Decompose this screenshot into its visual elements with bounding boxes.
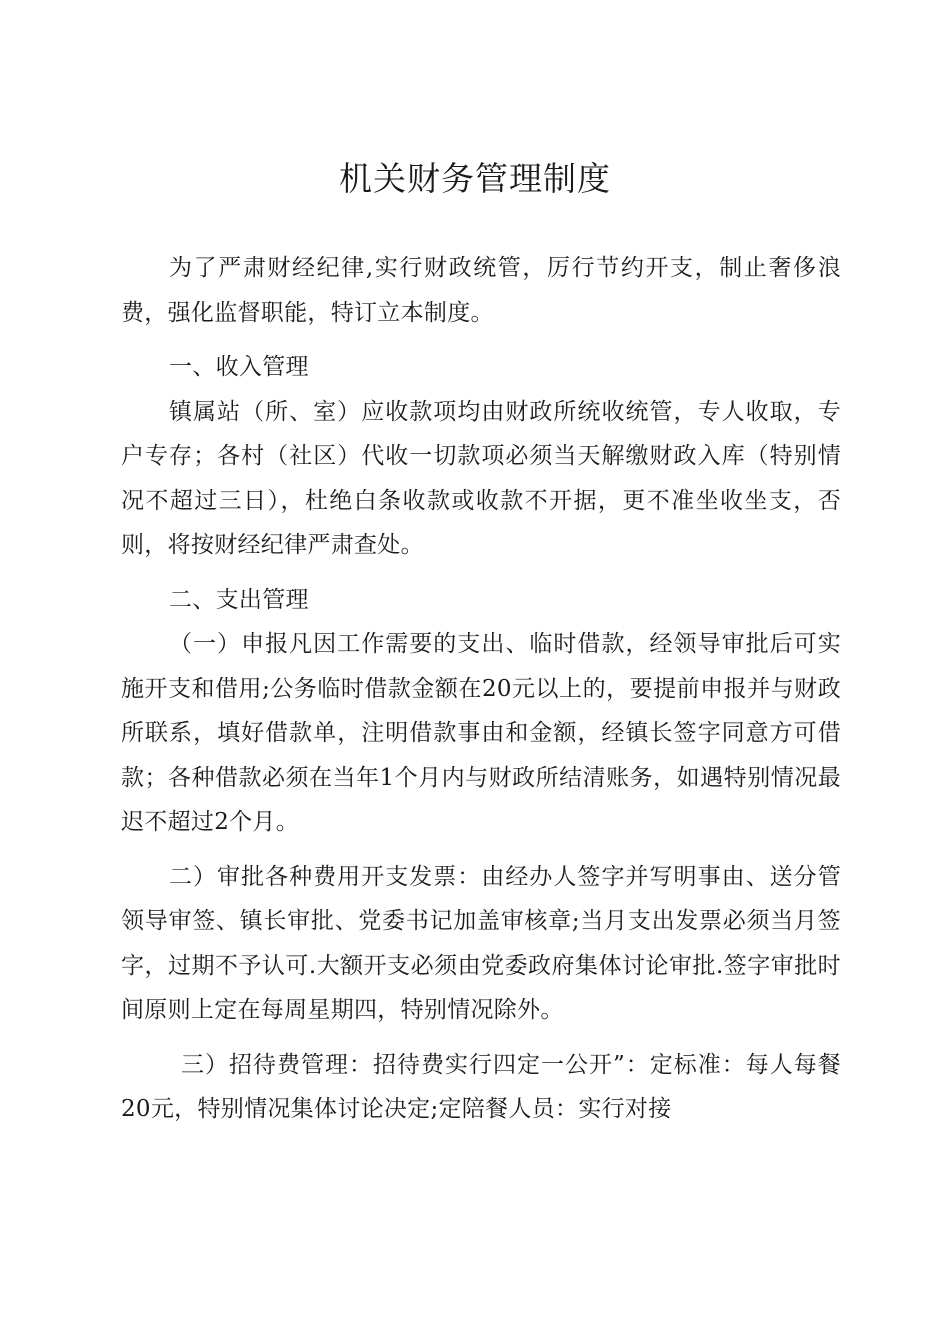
- document-title: 机关财务管理制度: [339, 159, 611, 198]
- intro-paragraph: 为了严肃财经纪律,实行财政统管，厉行节约开支，制止奢侈浪费，强化监督职能，特订立本制度。: [121, 255, 841, 326]
- expenditure-paragraph-2: 二）审批各种费用开支发票：由经办人签字并写明事由、送分管领导审签、镇长审批、党委书记加盖审核章;当月支出发票必须当月签字，过期不予认可.大额开支必须由党委政府集体讨论审批.签字审批时间原则上定在每周星期四，特别情况除外。: [121, 863, 841, 1023]
- expenditure-paragraph-3: 三）招待费管理：招待费实行四定一公开”：定标准：每人每餐20元，特别情况集体讨论决定;定陪餐人员：实行对接: [121, 1051, 841, 1122]
- income-paragraph: 镇属站（所、室）应收款项均由财政所统收统管，专人收取，专户专存；各村（社区）代收一切款项必须当天解缴财政入库（特别情况不超过三日），杜绝白条收款或收款不开据，更不准坐收坐支，否则，将按财经纪律严肃查处。: [121, 398, 841, 558]
- expenditure-paragraph-1: （一）申报凡因工作需要的支出、临时借款，经领导审批后可实施开支和借用;公务临时借款金额在20元以上的，要提前申报并与财政所联系，填好借款单，注明借款事由和金额，经镇长签字同意方可借款；各种借款必须在当年1个月内与财政所结清账务，如遇特别情况最迟不超过2个月。: [121, 631, 841, 835]
- section-heading-income: 一、收入管理: [169, 354, 309, 380]
- section-heading-expenditure: 二、支出管理: [169, 586, 309, 613]
- document-body: [121, 246, 841, 1132]
